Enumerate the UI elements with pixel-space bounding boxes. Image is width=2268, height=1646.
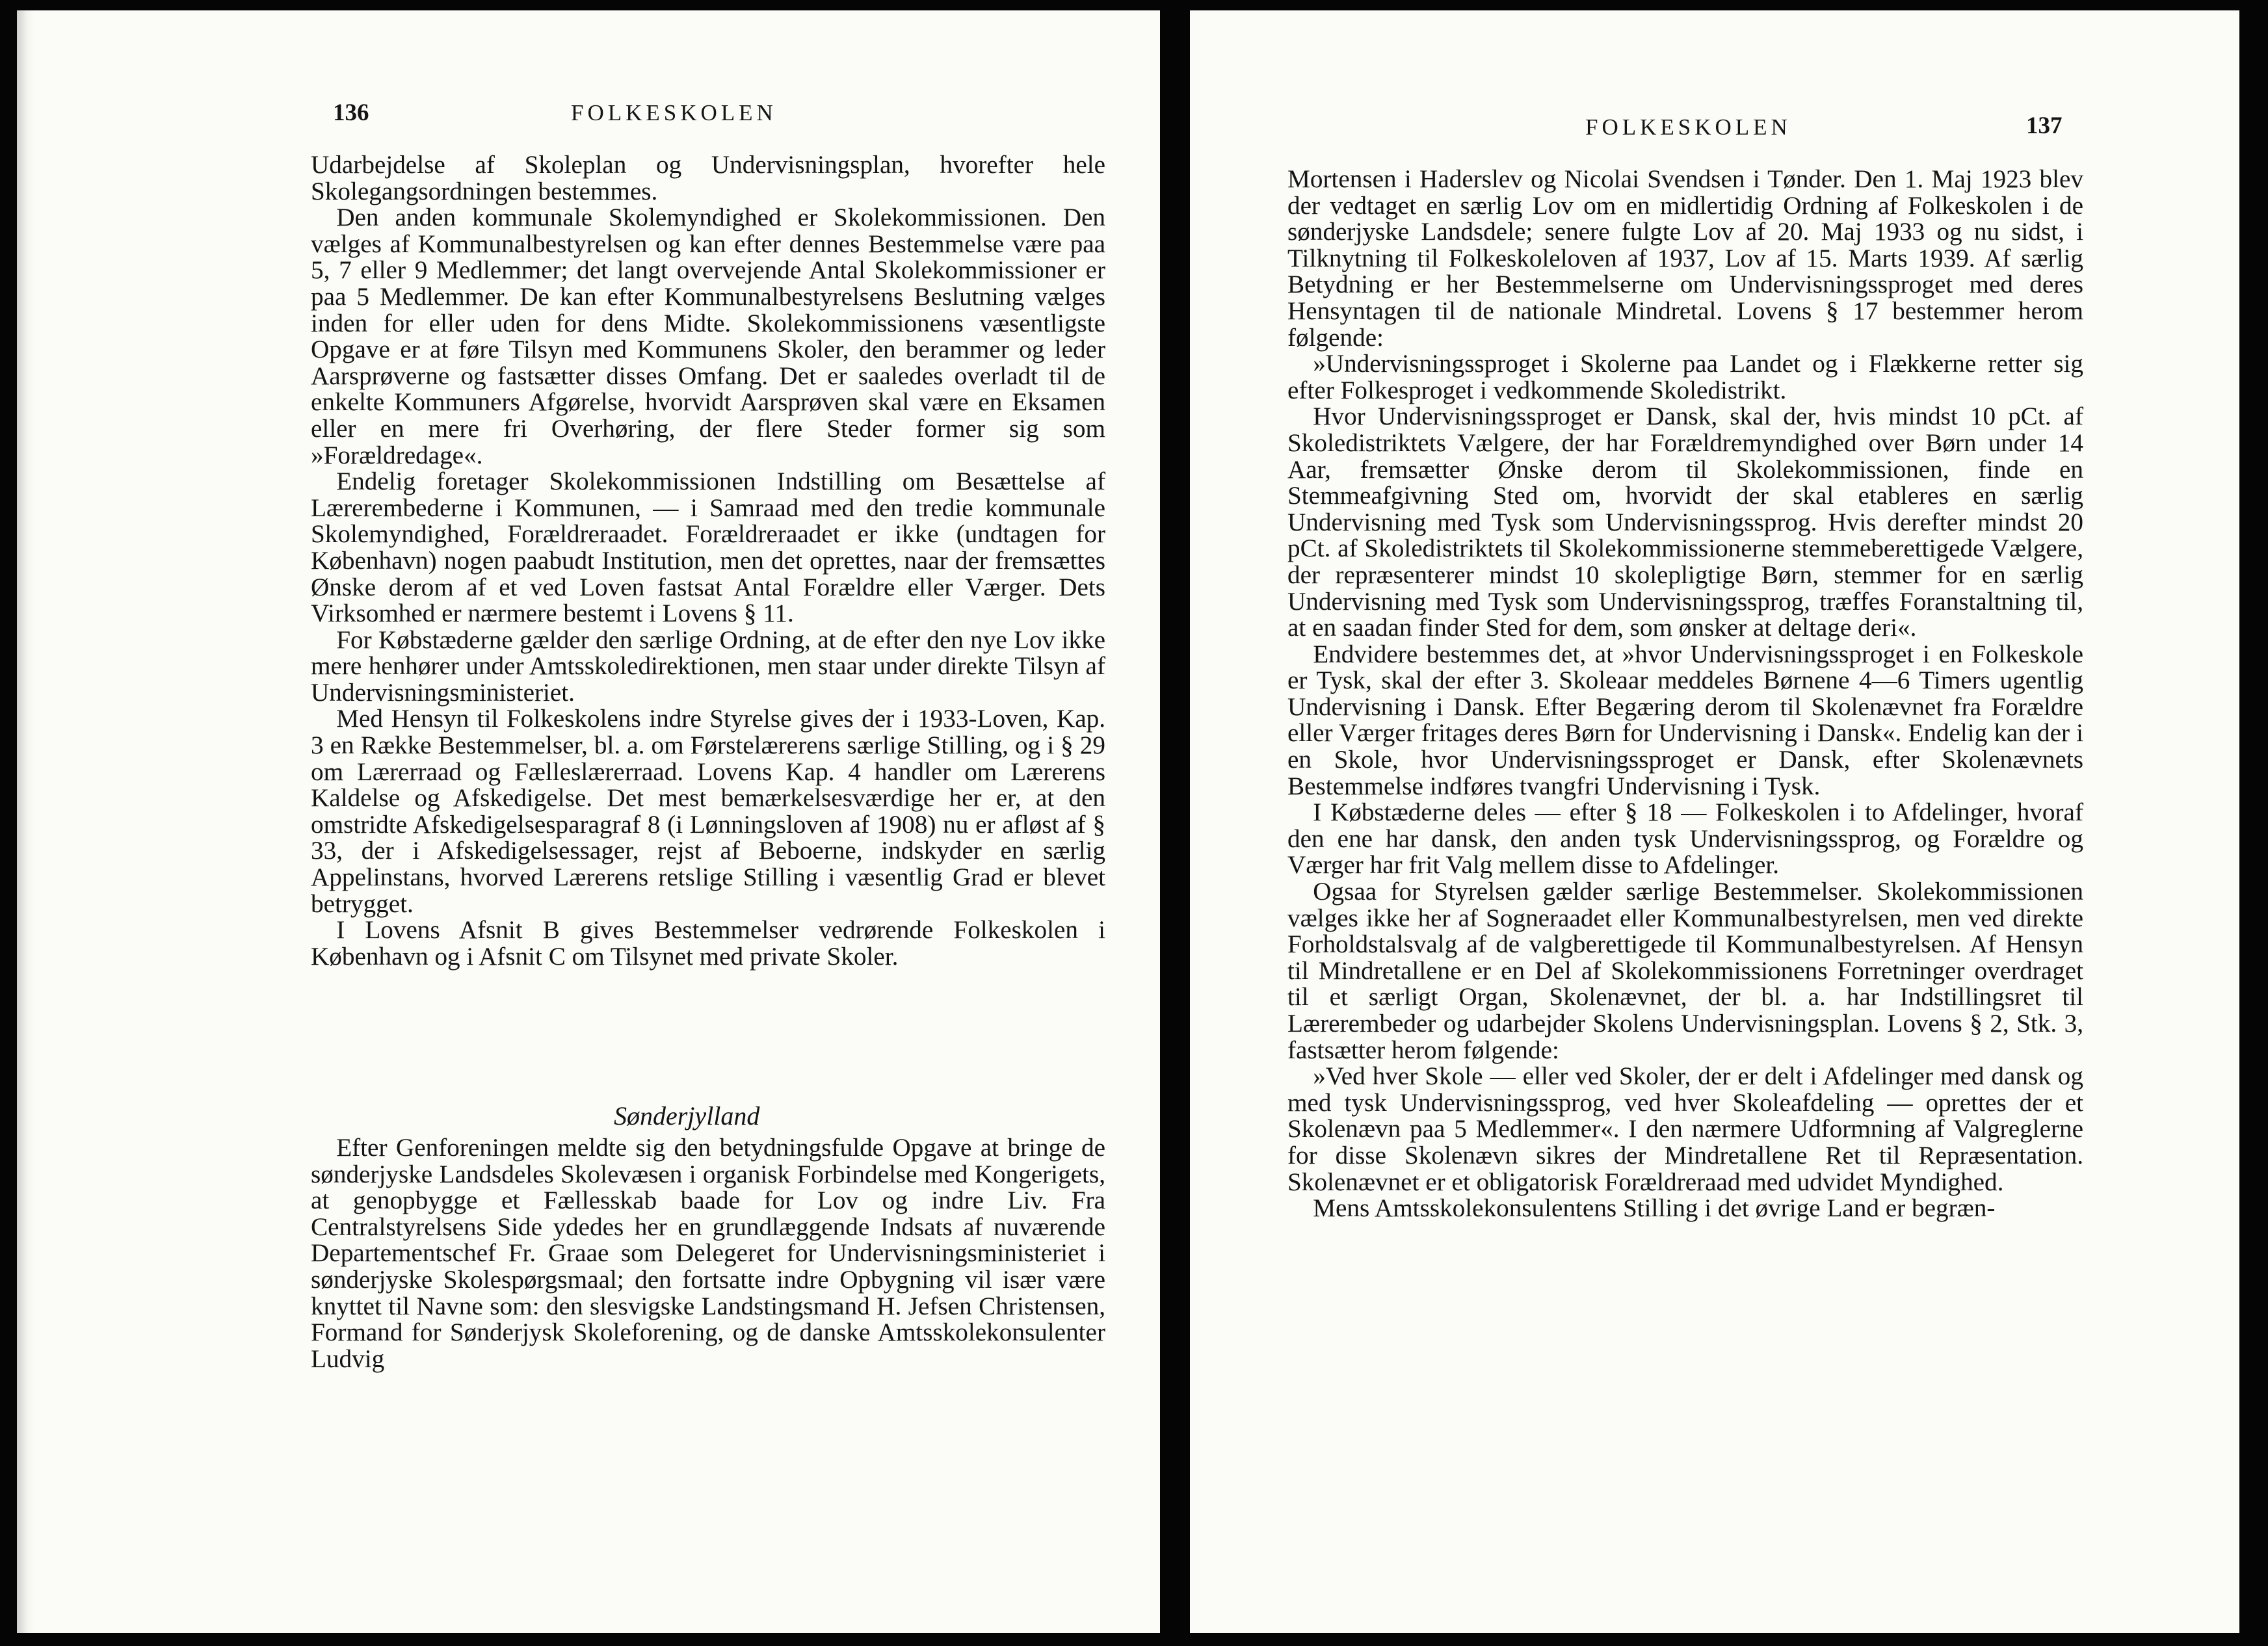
left-page xyxy=(17,10,1160,1633)
section-heading: Sønderjylland xyxy=(614,1101,760,1130)
page-number: 136 xyxy=(333,99,369,126)
body-text-top: Udarbejdelse af Skoleplan og Undervisningsplan, hvorefter hele Skolegangsordningen bestemmes. Den anden kommunale Skolemyndighed er Skolekommissionen. Den vælges af Kommunalbestyrelsen og kan efter dennes Bestemmelse være paa 5, 7 eller 9 Medlemmer; det langt overvejende Antal Skolekommissioner er paa 5 Medlemmer. De kan efter Kommunalbestyrelsens Beslutning vælges inden for eller uden for dens Midte. Skolekommissionens væsentligste Opgave er at føre Tilsyn med Kommunens Skoler, den berammer og leder Aarsprøverne og fastsætter disses Omfang. Det er saaledes overladt til de enkelte Kommuners Afgørelse, hvorvidt Aarsprøven skal være en Eksamen eller en mere fri Overhøring, der flere Steder former sig som »Forældredage«. Endelig foretager Skolekommissionen Indstilling om Besættelse af Lærerembederne i Kommunen, — i Samraad med den tredie kommunale Skolemyndighed, Forældreraadet. Forældreraadet er ikke (undtagen for København) nogen paabudt Institution, men det oprettes, naar der fremsættes Ønske derom af et ved Loven fastsat Antal Forældre eller Værger. Dets Virksomhed er nærmere bestemt i Lovens § 11. For Købstæderne gælder den særlige Ordning, at de efter den nye Lov ikke mere henhører under Amtsskoledirektionen, men staar under direkte Tilsyn af Undervisningsministeriet. Med Hensyn til Folkeskolens indre Styrelse gives der i 1933-Loven, Kap. 3 en Række Bestemmelser, bl. a. om Førstelærerens særlige Stilling, og i § 29 om Lærerraad og Fælleslærerraad. Lovens Kap. 4 handler om Lærerens Kaldelse og Afskedigelse. Det mest bemærkelsesværdige her er, at den omstridte Afskedigelsesparagraf 8 (i Lønningsloven af 1908) nu er afløst af § 33, der i Afskedigelsessager, rejst af Beboerne, indskyder en særlig Appelinstans, hvorved Lærerens retslige Stilling i væsentlig Grad er blevet betrygget. I Lovens Afsnit B gives Bestemmelser vedrørende Folkeskolen i København og i Afsnit C om Tilsynet med private Skoler. xyxy=(311,151,1105,971)
running-head: FOLKESKOLEN xyxy=(1585,114,1791,140)
body-text: Mortensen i Haderslev og Nicolai Svendsen i Tønder. Den 1. Maj 1923 blev der vedtaget en særlig Lov om en midlertidig Ordning af Folkeskolen i de sønderjyske Landsdele; senere fulgte Lov af 20. Maj 1933 og nu sidst, i Tilknytning til Folkeskoleloven af 1937, Lov af 15. Marts 1939. Af særlig Betydning er her Bestemmelserne om Undervisningssproget med deres Hensyntagen til de nationale Mindretal. Lovens § 17 bestemmer herom følgende: »Undervisningssproget i Skolerne paa Landet og i Flækkerne retter sig efter Folkesproget i vedkommende Skoledistrikt. Hvor Undervisningssproget er Dansk, skal der, hvis mindst 10 pCt. af Skoledistriktets Vælgere, der har Forældremyndighed over Børn under 14 Aar, fremsætter Ønske derom til Skolekommissionen, finde en Stemmeafgivning Sted om, hvorvidt der skal etableres en særlig Undervisning med Tysk som Undervisningssprog. Hvis derefter mindst 20 pCt. af Skoledistriktets til Skolekommissionerne stemmeberettigede Vælgere, der repræsenterer mindst 10 skolepligtige Børn, stemmer for en særlig Undervisning med Tysk som Undervisningssprog, træffes Foranstaltning til, at en saadan finder Sted for dem, som ønsker at deltage deri«. Endvidere bestemmes det, at »hvor Undervisningssproget i en Folkeskole er Tysk, skal der efter 3. Skoleaar meddeles Børnene 4—6 Timers ugentlig Undervisning i Dansk. Efter Begæring derom til Skolenævnet fra Forældre eller Værger fritages deres Børn for Undervisning i Dansk«. Endelig kan der i en Skole, hvor Undervisningssproget er Dansk, efter Skolenævnets Bestemmelse indføres tvangfri Undervisning i Tysk. I Købstæderne deles — efter § 18 — Folkeskolen i to Afdelinger, hvoraf den ene har dansk, den anden tysk Undervisningssprog, og Forældre og Værger har frit Valg mellem disse to Afdelinger. Ogsaa for Styrelsen gælder særlige Bestemmelser. Skolekommissionen vælges ikke her af Sogneraadet eller Kommunalbestyrelsen, men ved direkte Forholdstalsvalg af de valgberettigede til Kommunalbestyrelsen. Af Hensyn til Mindretallene er en Del af Skolekommissionens Forretninger overdraget til et særligt Organ, Skolenævnet, der bl. a. har Indstillingsret til Lærerembeder og udarbejder Skolens Undervisningsplan. Lovens § 2, Stk. 3, fastsætter herom følgende: »Ved hver Skole — eller ved Skoler, der er delt i Afdelinger med dansk og med tysk Undervisningssprog, ved hver Skoleafdeling — oprettes der et Skolenævn paa 5 Medlemmer«. I den nærmere Udformning af Valgreglerne for disse Skolenævn sikres der Mindretallene Ret til Repræsentation. Skolenævnet er et obligatorisk Forældreraad med udvidet Myndighed. Mens Amtsskolekonsulentens Stilling i det øvrige Land er begræn- xyxy=(1287,165,2083,1223)
right-page xyxy=(1190,10,2239,1633)
running-head: FOLKESKOLEN xyxy=(571,100,777,125)
page-edge-stack xyxy=(17,10,34,1633)
page-number: 137 xyxy=(2026,112,2063,139)
body-text-bottom: Efter Genforeningen meldte sig den betydningsfulde Opgave at bringe de sønderjyske Landsdeles Skolevæsen i organisk Forbindelse med Kongerigets, at genopbygge et Fællesskab baade for Lov og indre Liv. Fra Centralstyrelsens Side ydedes her en grundlæggende Indsats af nuværende Departementschef Fr. Graae som Delegeret for Undervisningsministeriet i sønderjyske Skolespørgsmaal; den fortsatte indre Opbygning vil især være knyttet til Navne som: den slesvigske Landstingsmand H. Jefsen Christensen, Formand for Sønderjysk Skoleforening, og de danske Amtsskolekonsulenter Ludvig xyxy=(311,1134,1105,1373)
